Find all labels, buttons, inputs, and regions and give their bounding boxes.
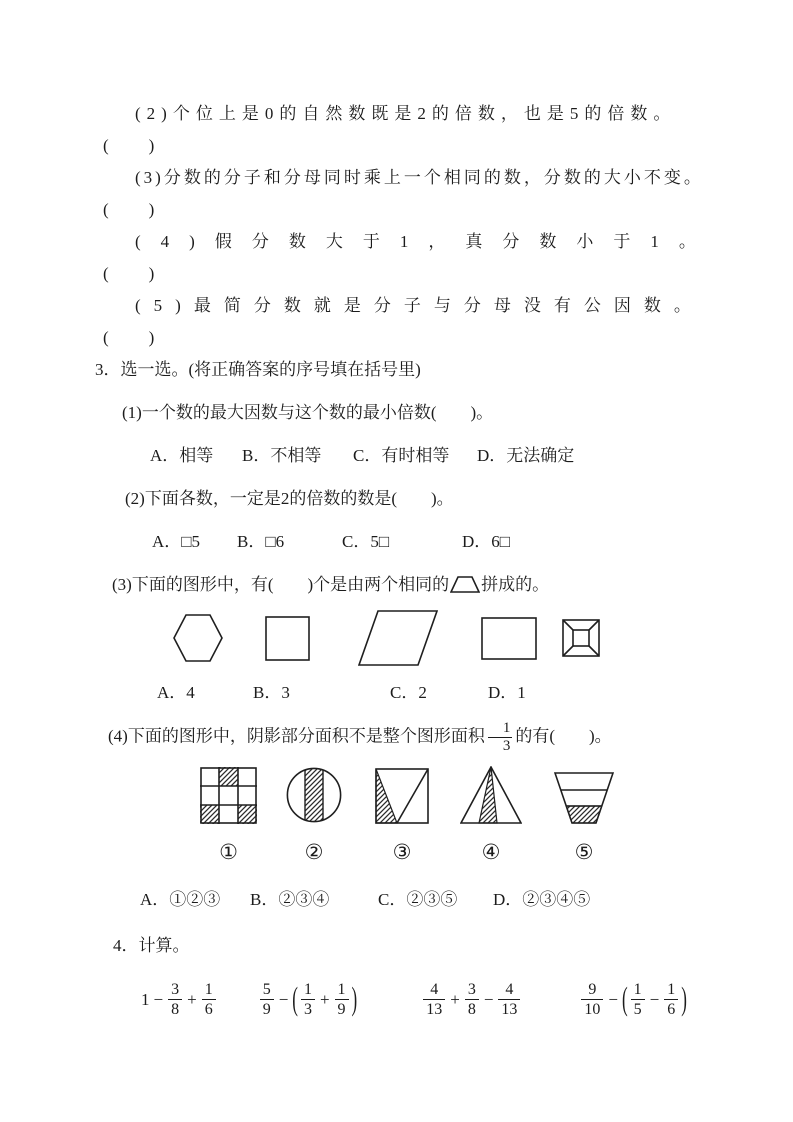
shape-choices-row bbox=[95, 606, 703, 670]
question-3-4 bbox=[95, 720, 703, 756]
question-3-4-text: (4)下面的图形中，阴影部分面积不是整个图形面积 bbox=[108, 726, 485, 746]
options-row-3-3 bbox=[95, 677, 703, 709]
calc-expression-3: $\frac{4}{13}$ + $\frac{3}{8}$ − $\frac{4}{13}$ bbox=[421, 980, 522, 1019]
option-d: D．无法确定 bbox=[477, 446, 575, 465]
option-a: A．4 bbox=[157, 683, 195, 702]
option-c: C．2 bbox=[390, 683, 427, 702]
option-d: D．1 bbox=[488, 683, 526, 702]
fraction-one-third: $\frac{1}{3}$ bbox=[488, 720, 513, 756]
option-b: B．②③④ bbox=[250, 889, 330, 909]
judge-statement-3: (3)分数的分子和分母同时乘上一个相同的数，分数的大小不变。 bbox=[135, 168, 704, 187]
answer-bracket: ( ) bbox=[103, 328, 157, 347]
option-d: D．6□ bbox=[462, 532, 511, 551]
question-3-2: (2)下面各数，一定是2的倍数的数是( )。 bbox=[125, 489, 454, 508]
calc-expression-2: $\frac{5}{9}$ − ( $\frac{1}{3}$ + $\frac{1}{9}$ ) bbox=[258, 980, 359, 1019]
option-b: B．不相等 bbox=[242, 446, 322, 465]
option-c: C．②③⑤ bbox=[378, 889, 458, 909]
circle-figure bbox=[285, 766, 343, 824]
answer-bracket: ( ) bbox=[103, 200, 157, 219]
option-c: C．5□ bbox=[342, 532, 390, 551]
expressions-row bbox=[95, 974, 703, 1026]
option-c: C．有时相等 bbox=[353, 446, 450, 465]
option-b: B．3 bbox=[253, 683, 290, 702]
true-false-section bbox=[95, 98, 716, 354]
options-row-3-2 bbox=[95, 526, 703, 558]
grid-figure bbox=[200, 767, 257, 824]
figure-label: ① bbox=[219, 839, 238, 864]
figure-label: ④ bbox=[481, 839, 501, 864]
judge-statement-4: (4)假分数大于1，真分数小于1。 bbox=[135, 232, 716, 251]
answer-bracket: ( ) bbox=[103, 136, 157, 155]
option-b: B．□6 bbox=[237, 532, 285, 551]
section-4-title: 4．计算。 bbox=[113, 935, 190, 955]
figure-label: ⑤ bbox=[574, 839, 594, 864]
calculation-section bbox=[95, 930, 703, 1026]
figure-label: ② bbox=[304, 839, 324, 864]
trapezoid-figure bbox=[554, 772, 614, 824]
answer-bracket: ( ) bbox=[103, 264, 157, 283]
square-shape bbox=[265, 616, 310, 661]
hexagon-shape bbox=[173, 613, 223, 663]
question-3-3-text-after: 拼成的。 bbox=[481, 575, 550, 594]
question-3-3-text: (3)下面的图形中，有( )个是由两个相同的 bbox=[112, 575, 450, 594]
judge-statement-2: (2)个位上是0的自然数既是2的倍数，也是5的倍数。 bbox=[135, 104, 677, 123]
nested-square-shape bbox=[562, 619, 600, 657]
figure-1 bbox=[200, 767, 257, 864]
options-row-3-1 bbox=[95, 440, 703, 472]
shaded-figures-row bbox=[95, 766, 703, 864]
section-3-title: 3．选一选。(将正确答案的序号填在括号里) bbox=[95, 360, 421, 379]
judge-statement-5: (5)最简分数就是分子与分母没有公因数。 bbox=[135, 296, 704, 315]
question-3-1: (1)一个数的最大因数与这个数的最小倍数( )。 bbox=[122, 403, 494, 422]
question-3-3 bbox=[95, 569, 703, 601]
option-a: A．相等 bbox=[150, 446, 214, 465]
trapezoid-icon bbox=[450, 576, 480, 593]
option-a: A．①②③ bbox=[140, 889, 221, 909]
calc-expression-4: $\frac{9}{10}$ − ( $\frac{1}{5}$ − $\frac{1}{6}$ ) bbox=[579, 980, 688, 1019]
multiple-choice-section bbox=[95, 354, 703, 916]
square-v-figure bbox=[375, 768, 429, 824]
parallelogram-shape bbox=[358, 610, 438, 666]
options-row-3-4 bbox=[95, 884, 703, 916]
rectangle-shape bbox=[481, 617, 537, 660]
option-d: D．②③④⑤ bbox=[493, 889, 591, 909]
figure-3 bbox=[375, 768, 429, 864]
triangle-figure bbox=[460, 766, 522, 824]
figure-5 bbox=[554, 772, 614, 864]
figure-4 bbox=[460, 766, 522, 864]
option-a: A．□5 bbox=[152, 532, 201, 551]
calc-expression-1: 1 − $\frac{3}{8}$ + $\frac{1}{6}$ bbox=[140, 980, 218, 1019]
figure-2 bbox=[285, 766, 343, 864]
question-3-4-text-after: 的有( )。 bbox=[515, 726, 612, 746]
figure-label: ③ bbox=[392, 839, 412, 864]
